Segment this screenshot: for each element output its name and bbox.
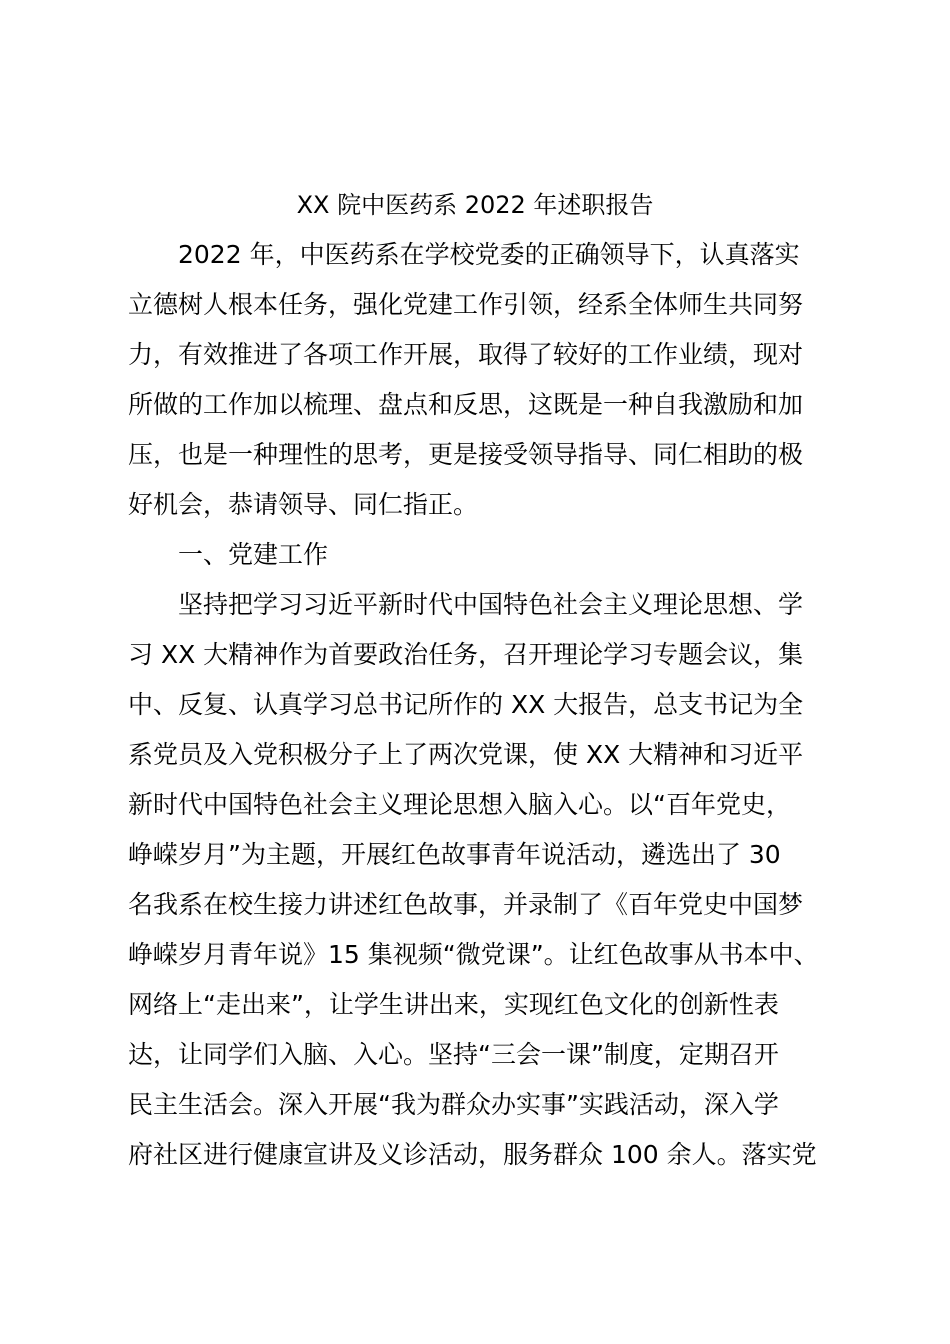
document-title: XX 院中医药系 2022 年述职报告: [296, 191, 654, 219]
paragraph-line: 网络上“走出来”，让学生讲出来，实现红色文化的创新性表: [128, 990, 779, 1019]
paragraph-line: 达，让同学们入脑、入心。坚持“三会一课”制度，定期召开: [128, 1040, 779, 1069]
paragraph-line: 习 XX 大精神作为首要政治任务，召开理论学习专题会议，集: [128, 640, 804, 669]
paragraph-line: 峥嵘岁月青年说》15 集视频“微党课”。让红色故事从书本中、: [128, 940, 819, 969]
paragraph-line: 系党员及入党积极分子上了两次党课，使 XX 大精神和习近平: [128, 740, 804, 769]
paragraph-line: 2022 年，中医药系在学校党委的正确领导下，认真落实: [178, 240, 800, 269]
paragraph-line: 立德树人根本任务，强化党建工作引领，经系全体师生共同努: [128, 290, 804, 319]
paragraph-line: 所做的工作加以梳理、盘点和反思，这既是一种自我激励和加: [128, 390, 804, 419]
paragraph-line: 力，有效推进了各项工作开展，取得了较好的工作业绩，现对: [128, 340, 804, 369]
paragraph-line: 民主生活会。深入开展“我为群众办实事”实践活动，深入学: [128, 1090, 779, 1119]
paragraph-line: 新时代中国特色社会主义理论思想入脑入心。以“百年党史，: [128, 790, 791, 819]
paragraph-line: 压，也是一种理性的思考，更是接受领导指导、同仁相助的极: [128, 440, 804, 469]
paragraph-line: 名我系在校生接力讲述红色故事，并录制了《百年党史中国梦: [128, 890, 804, 919]
paragraph-line: 中、反复、认真学习总书记所作的 XX 大报告，总支书记为全: [128, 690, 804, 719]
paragraph-line: 峥嵘岁月”为主题，开展红色故事青年说活动，遴选出了 30: [128, 840, 781, 869]
paragraph-line: 好机会，恭请领导、同仁指正。: [128, 490, 479, 519]
section-heading: 一、党建工作: [178, 540, 329, 569]
paragraph-line: 坚持把学习习近平新时代中国特色社会主义理论思想、学: [178, 590, 804, 619]
paragraph-line: 府社区进行健康宣讲及义诊活动，服务群众 100 余人。落实党: [128, 1140, 817, 1169]
